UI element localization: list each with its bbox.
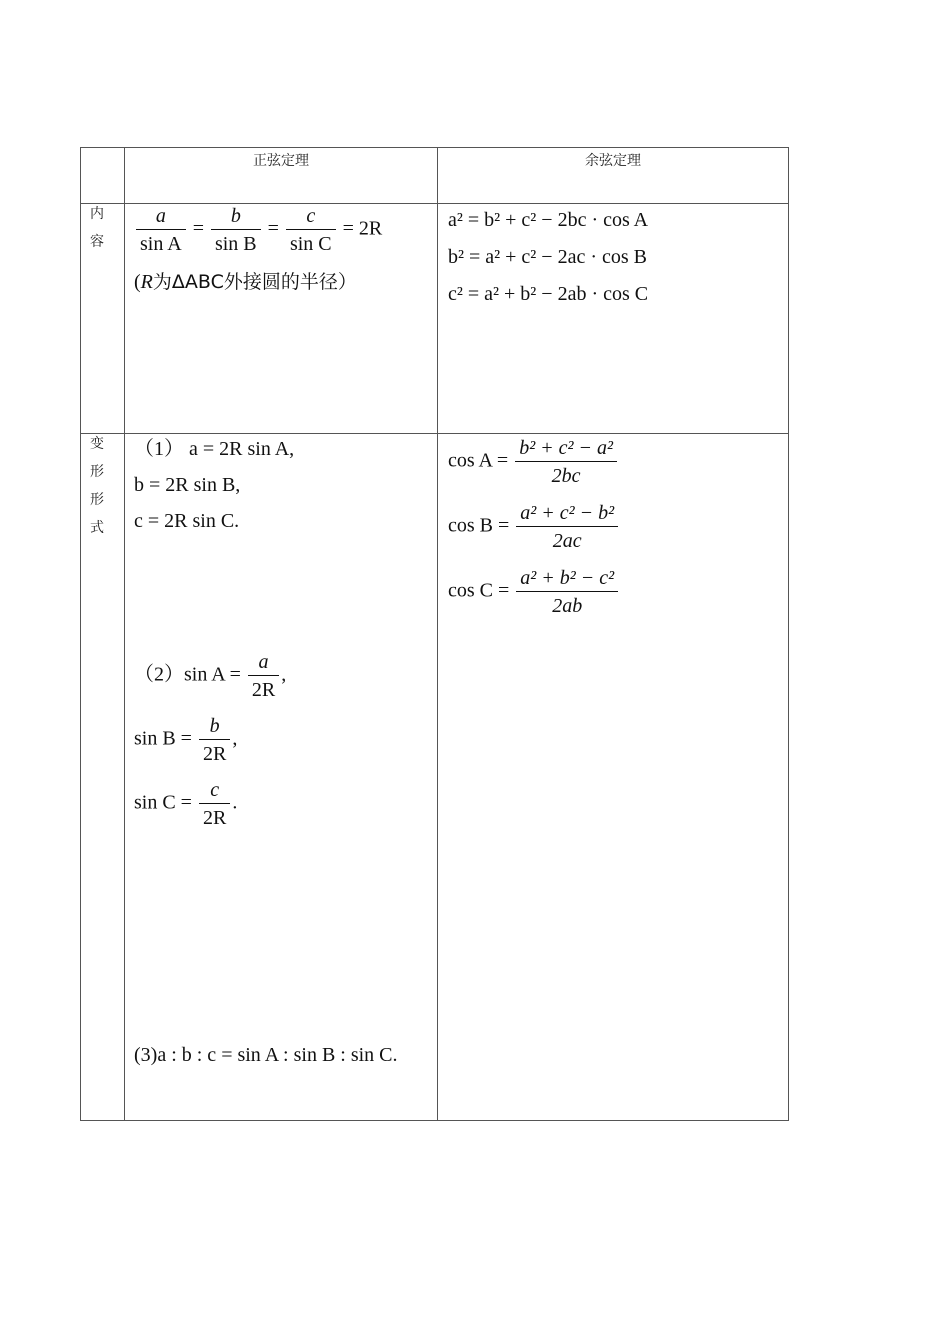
sine-variant-2-c: sin C = $\frac{c}{2R}$ .	[134, 779, 238, 829]
sine-variant-2-a: （2）sin A = $\frac{a}{2R}$ ,	[134, 651, 287, 701]
cosine-variant-a: cos A = $\frac{\text{b² + c² − a²}}{2bc}$	[448, 438, 619, 486]
sine-law-formula: $\frac{a}{\text{sin A}}$ = $\frac{b}{\text{sin B}}$ = $\frac{c}{\text{sin C}}$ = 2R	[134, 206, 382, 254]
row-label-content: 内 容	[90, 206, 104, 250]
header-cosine-law: 余弦定理	[585, 153, 641, 169]
sine-variant-1-c: c = 2R sin C.	[134, 510, 240, 532]
cosine-variant-b: cos B = $\frac{\text{a² + c² − b²}}{2ac}$	[448, 503, 620, 551]
sine-variant-1-b: b = 2R sin B,	[134, 474, 241, 496]
sine-variant-1-a: （1） a = 2R sin A,	[134, 438, 295, 460]
row-divider-2	[81, 433, 788, 434]
row-label-variants: 变 形 形 式	[90, 436, 104, 536]
theorem-table	[80, 147, 789, 1121]
cosine-law-c: c² = a² + b² − 2ab · cos C	[448, 283, 649, 305]
circumradius-note: (R为ΔABC外接圆的半径）	[134, 271, 357, 293]
cosine-law-b: b² = a² + c² − 2ac · cos B	[448, 246, 647, 268]
cosine-variant-c: cos C = $\frac{\text{a² + b² − c²}}{2ab}$	[448, 568, 620, 616]
sine-variant-2-b: sin B = $\frac{b}{2R}$ ,	[134, 715, 238, 765]
sine-variant-3-ratio: (3)a : b : c = sin A : sin B : sin C.	[134, 1044, 398, 1066]
row-divider-1	[81, 203, 788, 204]
column-divider-1	[124, 148, 125, 1120]
header-sine-law: 正弦定理	[253, 153, 309, 169]
cosine-law-a: a² = b² + c² − 2bc · cos A	[448, 209, 649, 231]
column-divider-2	[437, 148, 438, 1120]
